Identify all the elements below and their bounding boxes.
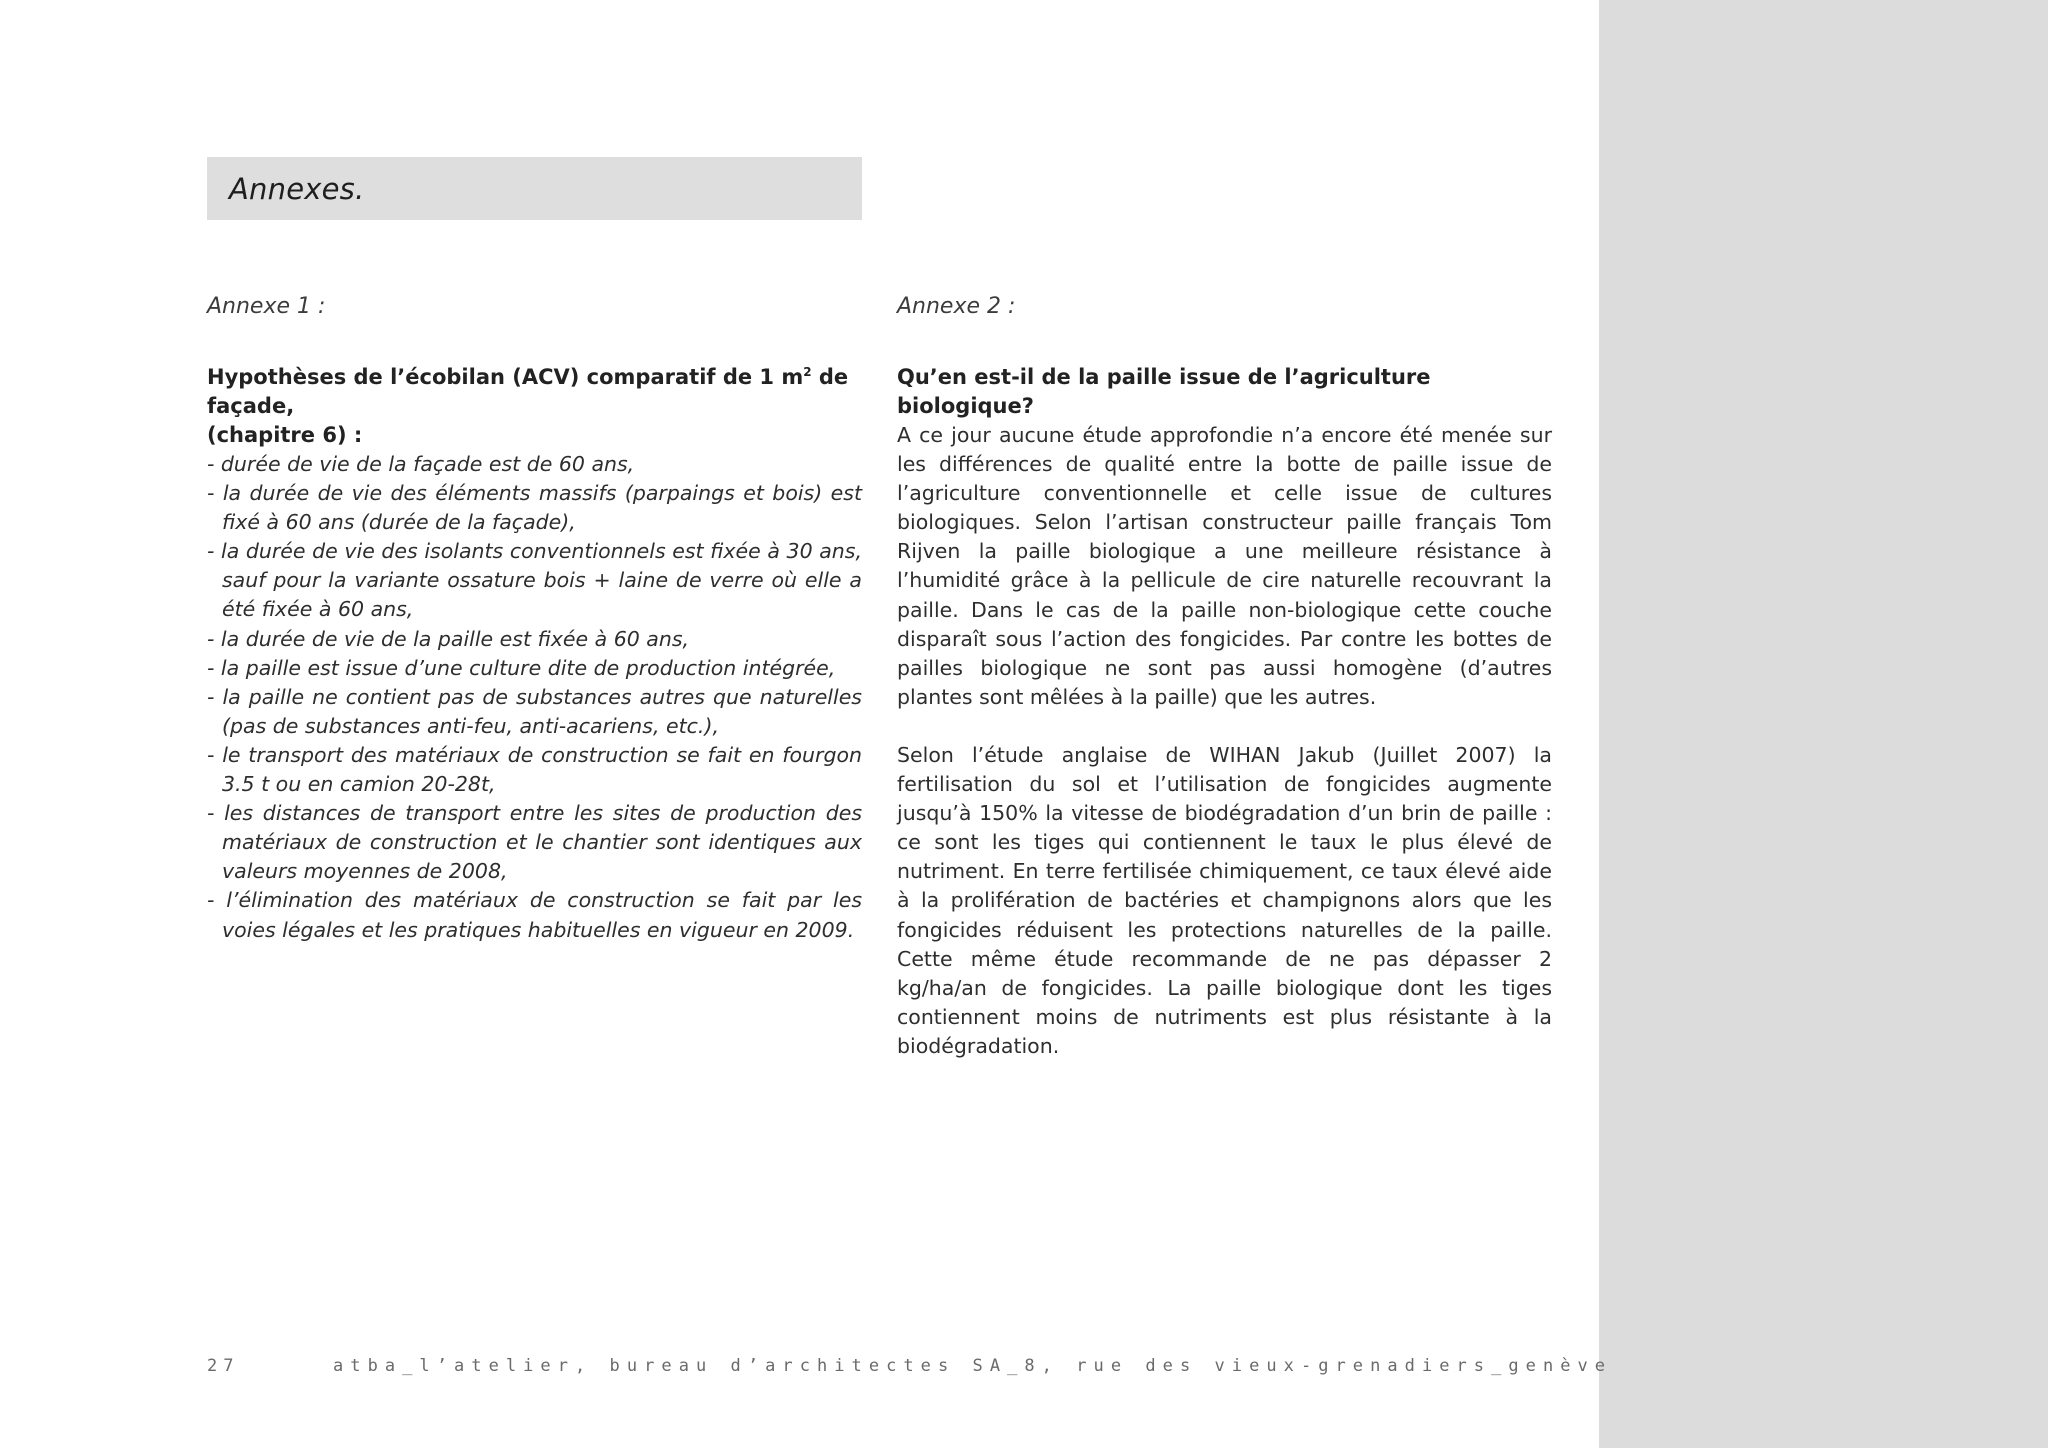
annex-1-label: Annexe 1 : <box>207 294 326 319</box>
side-panel <box>1599 0 2048 1448</box>
annex-2-paragraph-2: Selon l’étude anglaise de WIHAN Jakub (Juillet 2007) la fertilisation du sol et l’utilisation de fongicides augmente jusqu’à 150% la vitesse de biodégradation d’un brin de paille : ce sont les tiges qui contiennent le taux le plus élevé de nutriment. En terre fertilisée chimiquement, ce taux élevé aide à la prolifération de bactéries et champignons alors que les fongicides réduisent les protections naturelles de la paille. Cette même étude recommande de ne pas dépasser 2 kg/ha/an de fongicides. La paille biologique dont les tiges contiennent moins de nutriments est plus résistante à la biodégradation. <box>897 742 1552 1058</box>
annex-2-paragraph-1: A ce jour aucune étude approfondie n’a encore été menée sur les différences de qualité entre la botte de paille issue de l’agriculture conventionnelle et celle issue de cultures biologiques. Selon l’artisan constructeur paille français Tom Rijven la paille biologique a une meilleure résistance à l’humidité grâce à la pellicule de cire naturelle recouvrant la paille. Dans le cas de la paille non-biologique cette couche disparaît sous l’action des fongicides. Par contre les bottes de pailles biologique ne sont pas aussi homogène (d’autres plantes sont mêlées à la paille) que les autres. <box>897 423 1552 709</box>
list-item: - les distances de transport entre les sites de production des matériaux de construction et le chantier sont identiques aux valeurs moyennes de 2008, <box>207 801 862 884</box>
annex-1-heading-sup: 2 <box>803 365 812 379</box>
list-item: - durée de vie de la façade est de 60 ans, <box>207 452 635 476</box>
list-item: - la paille ne contient pas de substances autres que naturelles (pas de substances anti-feu, anti-acariens, etc.), <box>207 684 862 738</box>
list-item: - l’élimination des matériaux de construction se fait par les voies légales et les pratiques habituelles en vigueur en 2009. <box>207 888 862 942</box>
annex-1-heading-part1: Hypothèses de l’écobilan (ACV) comparatif de 1 m <box>207 365 804 389</box>
list-item: - la durée de vie de la paille est fixée à 60 ans, <box>207 626 690 651</box>
annex-1-heading-line2: (chapitre 6) : <box>207 423 363 447</box>
list-item: - la paille est issue d’une culture dite de production intégrée, <box>207 655 836 680</box>
annex-2-column <box>897 292 1552 1061</box>
section-title-bar <box>207 157 862 220</box>
footer-text: atba_l’atelier, bureau d’architectes SA_8, rue des vieux-grenadiers_genève <box>333 1356 1613 1376</box>
list-item: - la durée de vie des isolants conventionnels est fixée à 30 ans, sauf pour la variante ossature bois + laine de verre où elle a été fixée à 60 ans, <box>207 539 862 622</box>
list-item: - la durée de vie des éléments massifs (parpaings et bois) est fixé à 60 ans (durée de la façade), <box>207 481 862 535</box>
page-title: Annexes. <box>229 172 365 206</box>
annex-1-heading <box>207 363 862 450</box>
list-item: - le transport des matériaux de construction se fait en fourgon 3.5 t ou en camion 20-28t, <box>207 742 862 797</box>
page-number: 27 <box>207 1356 240 1376</box>
annex-2-heading: Qu’en est-il de la paille issue de l’agriculture biologique? <box>897 365 1431 418</box>
hypotheses-list <box>207 450 862 945</box>
annex-1-column <box>207 292 862 945</box>
annex-1-heading-part2: de façade, <box>207 365 849 418</box>
annex-2-label: Annexe 2 : <box>897 294 1016 319</box>
